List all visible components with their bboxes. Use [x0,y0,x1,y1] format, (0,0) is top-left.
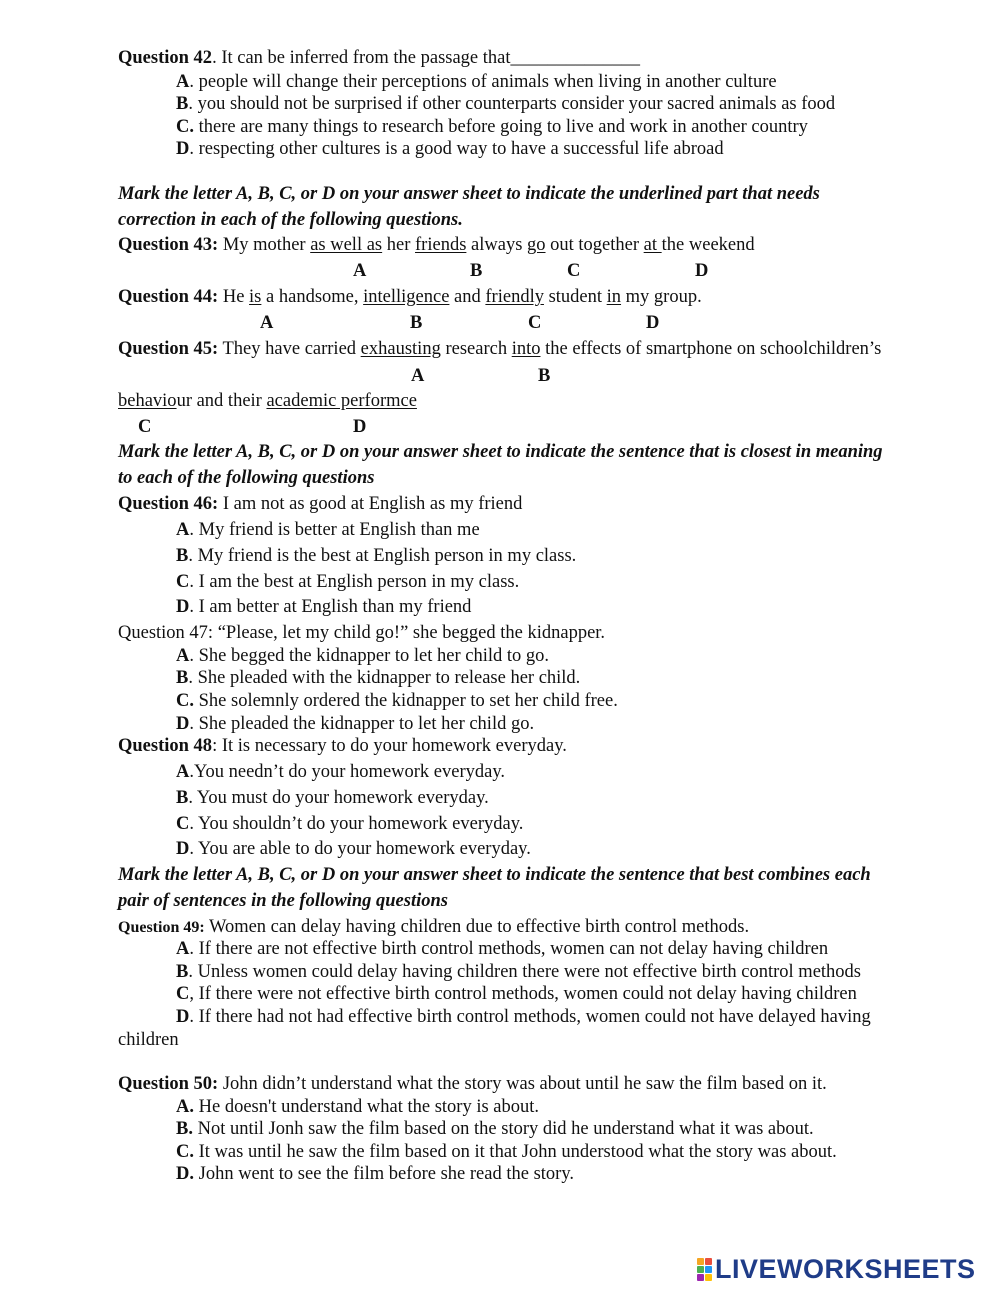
q44-letter-d: D [646,313,660,333]
q49-stem: Question 49: Women can delay having children due to effective birth control methods. [118,917,750,937]
instruction-combine-line1: Mark the letter A, B, C, or D on your answer sheet to indicate the sentence that best combines each [118,865,871,885]
q43-underline-c: go [527,235,546,255]
q46-option-a: A. My friend is better at English than me [176,520,480,540]
logo-blocks-icon [697,1258,712,1281]
q48-option-b: B. You must do your homework everyday. [176,788,489,808]
q44-sentence: Question 44: He is a handsome, intelligence and friendly student in my group. [118,287,702,307]
instruction-meaning-line2: to each of the following questions [118,468,375,488]
q47-option-c: C. She solemnly ordered the kidnapper to set her child free. [176,691,618,711]
q50-stem: Question 50: John didn’t understand what the story was about until he saw the film based on it. [118,1074,827,1094]
liveworksheets-logo[interactable] [697,1254,976,1284]
instruction-meaning-line1: Mark the letter A, B, C, or D on your answer sheet to indicate the sentence that is closest in meaning [118,442,883,462]
q48-label: Question 48 [118,736,213,756]
q49-option-b: B. Unless women could delay having children there were not effective birth control methods [176,962,861,982]
q49-option-a: A. If there are not effective birth control methods, women can not delay having children [176,939,829,959]
q46-option-c: C. I am the best at English person in my class. [176,572,520,592]
q46-option-d: D. I am better at English than my friend [176,597,472,617]
q47-option-a: A. She begged the kidnapper to let her child to go. [176,646,550,666]
q45-sentence-line2: behaviour and their academic performce [118,391,417,411]
q42-option-d: D. respecting other cultures is a good way to have a successful life abroad [176,139,724,159]
q43-letter-b: B [470,261,483,281]
q44-underline-a: is [249,287,262,307]
q44-underline-c: friendly [485,287,544,307]
q48-option-c: C. You shouldn’t do your homework everyday. [176,814,524,834]
q49-option-c: C, If there were not effective birth control methods, women could not delay having children [176,984,857,1004]
q46-stem: Question 46: I am not as good at English as my friend [118,494,523,514]
q42-stem: Question 42. It can be inferred from the passage that______________ [118,48,641,68]
q43-underline-d: at [643,235,662,255]
q44-underline-b: intelligence [363,287,450,307]
q50-option-a: A. He doesn't understand what the story is about. [176,1097,540,1117]
logo-text: LIVEWORKSHEETS [715,1253,976,1284]
q43-underline-a: as well as [310,235,383,255]
q48-option-d: D. You are able to do your homework everyday. [176,839,531,859]
q45-letter-c: C [138,417,152,437]
q45-underline-a: exhausting [360,339,441,359]
q45-label: Question 45: [118,339,219,359]
q45-letter-b: B [538,366,551,386]
q49-option-d-wrap: children [118,1030,179,1050]
instruction-error-line1: Mark the letter A, B, C, or D on your answer sheet to indicate the underlined part that needs [118,184,820,204]
q45-sentence-line1: Question 45: They have carried exhausting research into the effects of smartphone on schoolchildren’s [118,339,882,359]
q47-stem: Question 47: “Please, let my child go!” she begged the kidnapper. [118,623,606,643]
q50-option-d: D. John went to see the film before she read the story. [176,1164,574,1184]
q50-option-b: B. Not until Jonh saw the film based on the story did he understand what it was about. [176,1119,814,1139]
instruction-error-line2: correction in each of the following questions. [118,210,463,230]
q46-option-b: B. My friend is the best at English person in my class. [176,546,577,566]
q49-option-d: D. If there had not had effective birth control methods, women could not have delayed having [176,1007,871,1027]
q43-underline-b: friends [415,235,467,255]
q43-letter-c: C [567,261,581,281]
q50-option-c: C. It was until he saw the film based on it that John understood what the story was about. [176,1142,837,1162]
q44-underline-d: in [606,287,622,307]
q42-label: Question 42 [118,48,213,68]
q47-option-b: B. She pleaded with the kidnapper to release her child. [176,668,581,688]
q42-option-a: A. people will change their perceptions of animals when living in another culture [176,72,777,92]
instruction-combine-line2: pair of sentences in the following questions [118,891,448,911]
q43-label: Question 43: [118,235,219,255]
q45-underline-b: into [511,339,541,359]
q50-label: Question 50: [118,1074,219,1094]
q43-letter-a: A [353,261,367,281]
q42-option-c: C. there are many things to research before going to live and work in another country [176,117,808,137]
q47-option-d: D. She pleaded the kidnapper to let her child go. [176,714,535,734]
q45-letter-d: D [353,417,367,437]
q45-letter-a: A [411,366,425,386]
q44-letter-b: B [410,313,423,333]
q48-stem: Question 48: It is necessary to do your homework everyday. [118,736,567,756]
q43-sentence: Question 43: My mother as well as her friends always go out together at the weekend [118,235,755,255]
q42-option-b: B. you should not be surprised if other counterparts consider your sacred animals as food [176,94,836,114]
q46-label: Question 46: [118,494,219,514]
q45-underline-c: behavio [118,391,177,411]
q43-letter-d: D [695,261,709,281]
q45-underline-d: academic performce [266,391,417,411]
q44-letter-a: A [260,313,274,333]
q49-label: Question 49: [118,919,205,936]
q44-letter-c: C [528,313,542,333]
q48-option-a: A.You needn’t do your homework everyday. [176,762,506,782]
q44-label: Question 44: [118,287,219,307]
